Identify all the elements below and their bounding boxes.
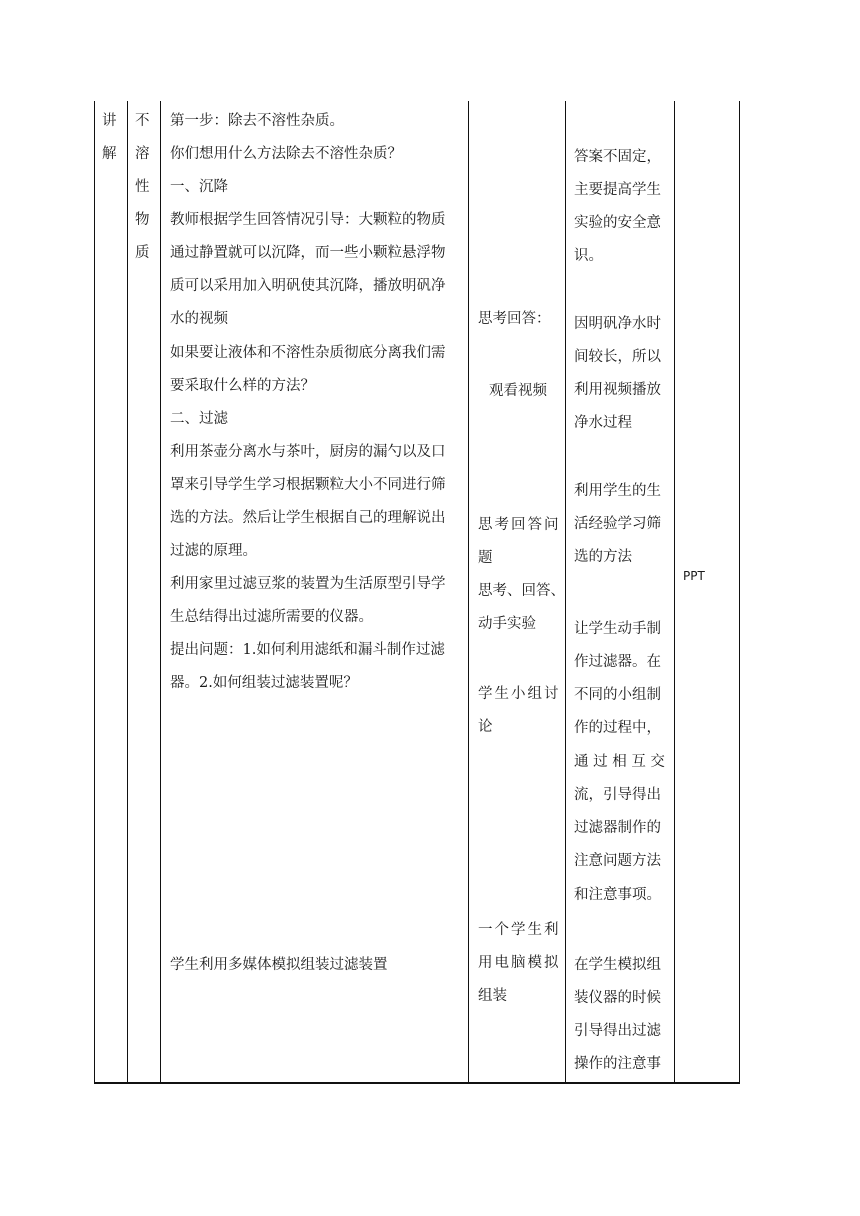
column-divider bbox=[127, 101, 128, 1084]
student-activity-line: 观看视频 bbox=[489, 383, 547, 399]
design-intent-line: 操作的注意事 bbox=[574, 1056, 661, 1072]
topic-label-char: 质 bbox=[135, 245, 150, 261]
design-intent-line: 作的过程中， bbox=[574, 720, 661, 736]
design-intent-line: 和注意事项。 bbox=[574, 887, 661, 903]
topic-label-char: 溶 bbox=[135, 146, 150, 162]
column-divider bbox=[674, 101, 675, 1084]
design-intent-line: 活经验学习筛 bbox=[574, 516, 661, 532]
teacher-activity-line: 罩来引导学生学习根据颗粒大小不同进行筛 bbox=[170, 477, 446, 493]
design-intent-line: 过滤器制作的 bbox=[574, 820, 661, 836]
design-intent-line: 注意问题方法 bbox=[574, 853, 661, 869]
teacher-activity-line: 利用茶壶分离水与茶叶，厨房的漏勺以及口 bbox=[170, 444, 446, 460]
design-intent-line: 实验的安全意 bbox=[574, 215, 661, 231]
student-activity-line: 用电脑模拟 bbox=[478, 955, 561, 971]
design-intent-line: 间较长，所以 bbox=[574, 349, 661, 365]
design-intent-line: 答案不固定， bbox=[574, 149, 661, 165]
teacher-activity-line: 生总结得出过滤所需要的仪器。 bbox=[170, 609, 373, 625]
student-activity-line: 思考回答问 bbox=[478, 517, 561, 533]
design-intent-line: 主要提高学生 bbox=[574, 182, 661, 198]
teacher-activity-line: 二、过滤 bbox=[170, 411, 228, 427]
design-intent-line: 在学生模拟组 bbox=[574, 957, 661, 973]
teacher-activity-line: 要采取什么样的方法？ bbox=[170, 378, 315, 394]
student-activity-line: 论 bbox=[478, 719, 493, 735]
student-activity-line: 动手实验 bbox=[478, 616, 536, 632]
topic-label-char: 物 bbox=[135, 212, 150, 228]
design-intent-line: 选的方法 bbox=[574, 549, 632, 565]
student-activity-line: 一个学生利 bbox=[478, 922, 561, 938]
design-intent-line: 流，引导得出 bbox=[574, 787, 661, 803]
table-border-bottom bbox=[94, 1082, 740, 1084]
topic-label-char: 性 bbox=[135, 179, 150, 195]
teacher-activity-line: 质可以采用加入明矾使其沉降，播放明矾净 bbox=[170, 278, 446, 294]
design-intent-line: 净水过程 bbox=[574, 415, 632, 431]
table-border-left bbox=[94, 101, 95, 1084]
teacher-activity-line: 提出问题：1.如何利用滤纸和漏斗制作过滤 bbox=[170, 642, 445, 658]
student-activity-line: 思考回答： bbox=[478, 311, 551, 327]
segment-label-char: 解 bbox=[102, 146, 117, 162]
table-border-right bbox=[739, 101, 740, 1084]
design-intent-line: 作过滤器。在 bbox=[574, 654, 661, 670]
teacher-activity-line: 器。2.如何组装过滤装置呢？ bbox=[170, 675, 358, 691]
teacher-activity-line: 选的方法。然后让学生根据自己的理解说出 bbox=[170, 510, 446, 526]
design-intent-line: 让学生动手制 bbox=[574, 621, 661, 637]
column-divider bbox=[160, 101, 161, 1084]
design-intent-line: 通 过 相 互 交 bbox=[574, 754, 665, 770]
teacher-activity-line: 教师根据学生回答情况引导：大颗粒的物质 bbox=[170, 212, 446, 228]
design-intent-line: 不同的小组制 bbox=[574, 687, 661, 703]
teacher-activity-line: 一、沉降 bbox=[170, 179, 228, 195]
lesson-plan-table bbox=[94, 101, 740, 1084]
teacher-activity-line: 水的视频 bbox=[170, 311, 228, 327]
teacher-activity-line: 利用家里过滤豆浆的装置为生活原型引导学 bbox=[170, 576, 446, 592]
media-label: PPT bbox=[683, 569, 705, 583]
segment-label-char: 讲 bbox=[102, 113, 117, 129]
design-intent-line: 利用视频播放 bbox=[574, 382, 661, 398]
teacher-activity-line: 你们想用什么方法除去不溶性杂质？ bbox=[170, 146, 402, 162]
design-intent-line: 利用学生的生 bbox=[574, 483, 661, 499]
teacher-activity-line: 通过静置就可以沉降，而一些小颗粒悬浮物 bbox=[170, 245, 446, 261]
teacher-activity-line: 如果要让液体和不溶性杂质彻底分离我们需 bbox=[170, 345, 446, 361]
design-intent-line: 识。 bbox=[574, 248, 603, 264]
column-divider bbox=[468, 101, 469, 1084]
design-intent-line: 因明矾净水时 bbox=[574, 316, 661, 332]
topic-label-char: 不 bbox=[135, 113, 150, 129]
column-divider bbox=[565, 101, 566, 1084]
student-activity-line: 组装 bbox=[478, 988, 507, 1004]
design-intent-line: 装仪器的时候 bbox=[574, 990, 661, 1006]
student-activity-line: 题 bbox=[478, 550, 493, 566]
student-activity-line: 思考、回答、 bbox=[478, 583, 565, 599]
teacher-activity-line: 过滤的原理。 bbox=[170, 543, 257, 559]
teacher-activity-line: 第一步：除去不溶性杂质。 bbox=[170, 113, 344, 129]
teacher-activity-line: 学生利用多媒体模拟组装过滤装置 bbox=[170, 957, 388, 973]
design-intent-line: 引导得出过滤 bbox=[574, 1023, 661, 1039]
student-activity-line: 学生小组讨 bbox=[478, 686, 561, 702]
